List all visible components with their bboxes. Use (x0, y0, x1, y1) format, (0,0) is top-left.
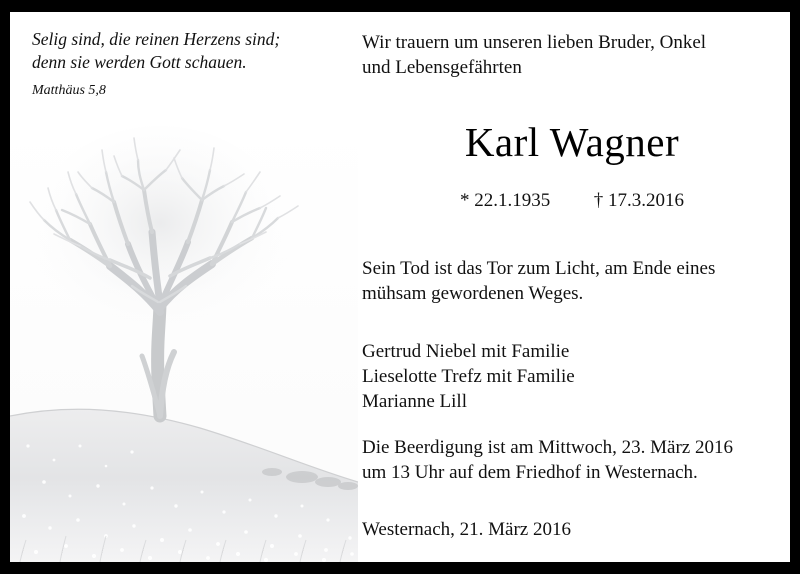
deceased-name: Karl Wagner (464, 119, 680, 165)
verse-line-2: denn sie werden Gott schauen. (32, 52, 247, 72)
tree-illustration (10, 116, 358, 562)
bible-verse (32, 28, 342, 101)
death-date: † 17.3.2016 (593, 190, 684, 211)
intro-text (362, 30, 782, 80)
memorial-poem (362, 256, 782, 306)
mourners-list (362, 339, 782, 414)
poem-line-2: mühsam gewordenen Weges. (362, 283, 584, 304)
funeral-line-1: Die Beerdigung ist am Mittwoch, 23. März 2016 (362, 437, 733, 458)
mourner-item: Marianne Lill (362, 391, 467, 412)
left-column (10, 12, 358, 562)
verse-line-1: Selig sind, die reinen Herzens sind; (32, 29, 281, 49)
poem-line-1: Sein Tod ist das Tor zum Licht, am Ende eines (362, 258, 716, 279)
birth-date: * 22.1.1935 (460, 190, 551, 211)
obituary-inner (10, 12, 790, 562)
intro-line-2: und Lebensgefährten (362, 57, 522, 78)
mourner-item: Gertrud Niebel mit Familie (362, 341, 570, 362)
funeral-line-2: um 13 Uhr auf dem Friedhof in Westernach. (362, 462, 698, 483)
mourner-item: Lieselotte Trefz mit Familie (362, 366, 575, 387)
verse-reference: Matthäus 5,8 (32, 83, 106, 98)
life-dates (362, 190, 782, 212)
intro-line-1: Wir trauern um unseren lieben Bruder, Onkel (362, 32, 707, 53)
right-column (362, 12, 782, 562)
place-and-date: Westernach, 21. März 2016 (362, 519, 571, 540)
tree-meadow-svg (10, 116, 358, 562)
funeral-details (362, 435, 782, 485)
